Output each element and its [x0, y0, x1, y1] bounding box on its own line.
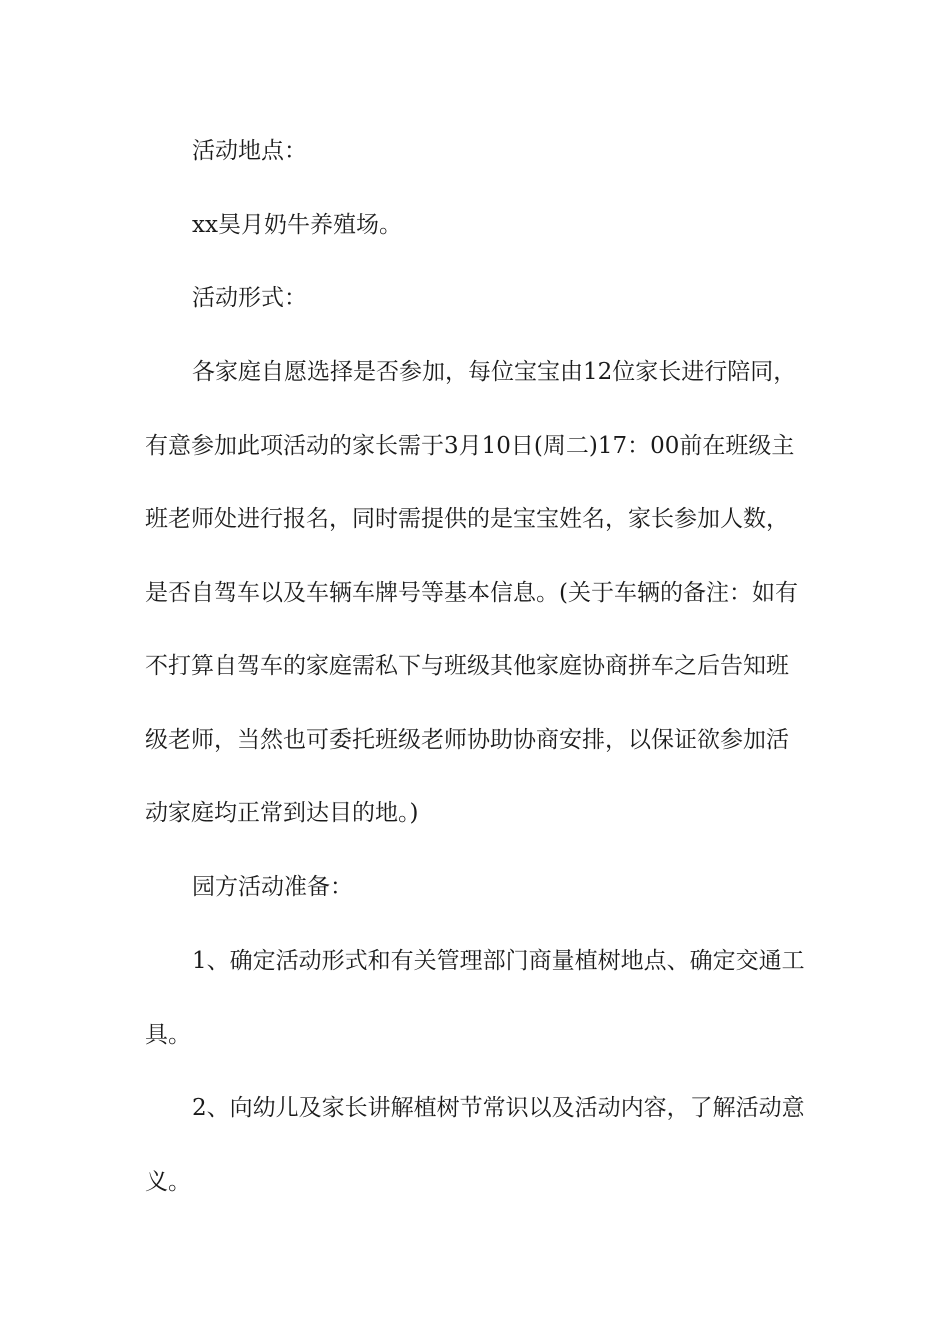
heading-venue: 活动地点：: [192, 138, 307, 164]
preparation-item-2: 2、向幼儿及家长讲解植树节常识以及活动内容，了解活动意义。: [145, 1095, 805, 1195]
heading-preparation: 园方活动准备：: [192, 874, 353, 900]
venue-text: xx昊月奶牛养殖场。: [192, 212, 402, 238]
preparation-item-1: 1、确定活动形式和有关管理部门商量植树地点、确定交通工具。: [145, 948, 805, 1048]
heading-format: 活动形式：: [192, 285, 307, 311]
format-text: 各家庭自愿选择是否参加，每位宝宝由12位家长进行陪同，有意参加此项活动的家长需于3月10日(周二)17：00前在班级主班老师处进行报名，同时需提供的是宝宝姓名，家长参加人数，是否自驾车以及车辆车牌号等基本信息。(关于车辆的备注：如有不打算自驾车的家庭需私下与班级其他家庭协商拼车之后告知班级老师，当然也可委托班级老师协助协商安排，以保证欲参加活动家庭均正常到达目的地。): [145, 359, 798, 826]
